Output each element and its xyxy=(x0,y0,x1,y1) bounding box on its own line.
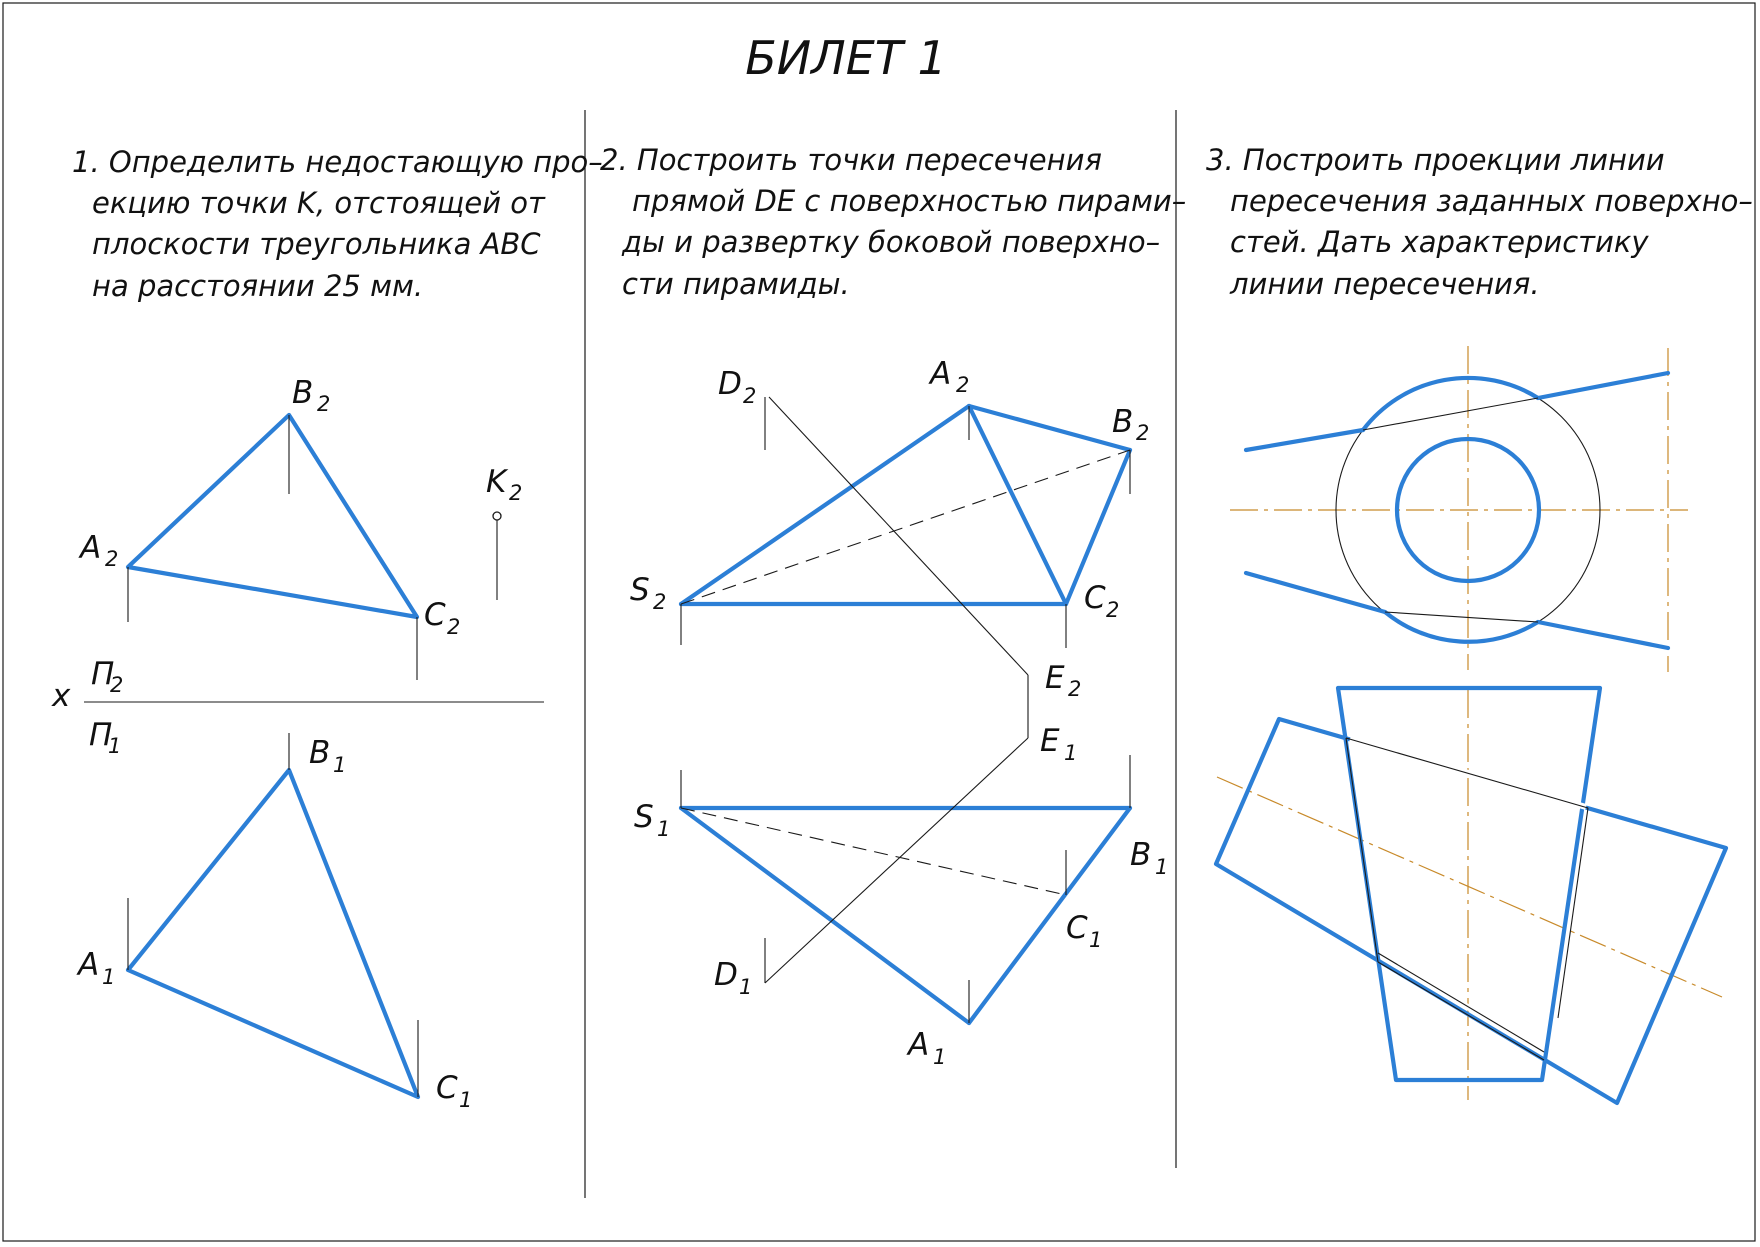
edge-a2-b2 xyxy=(969,406,1130,450)
prism-bottom-edge-left xyxy=(1246,573,1385,612)
sub-c2: 2 xyxy=(447,615,461,639)
line-d1-e1 xyxy=(765,738,1028,983)
ticket-title: БИЛЕТ 1 xyxy=(745,31,947,85)
label-s1: S xyxy=(634,799,654,835)
label-a1-pyr: A xyxy=(908,1027,930,1063)
task-1-line-4: на расстоянии 25 мм. xyxy=(92,269,424,303)
sub-k2: 2 xyxy=(509,481,523,505)
line-d2-e2 xyxy=(769,397,1028,675)
sub-b1: 1 xyxy=(333,753,347,777)
sub-s1: 1 xyxy=(657,817,671,841)
sub-d2: 2 xyxy=(743,384,757,408)
prism-bottom-inside-thin xyxy=(1378,953,1544,1052)
label-a2-pyr: A xyxy=(930,356,952,392)
label-pi2: П xyxy=(91,656,115,692)
label-d1: D xyxy=(714,957,738,993)
label-x-axis: x xyxy=(52,678,71,714)
sub-b2: 2 xyxy=(317,392,331,416)
task-1-line-1: 1. Определить недостающую про– xyxy=(72,145,603,179)
edge-s2-a2 xyxy=(681,406,969,604)
prism-axis-inclined xyxy=(1217,777,1722,997)
cone-inner-right xyxy=(1558,808,1588,1018)
label-e2: E xyxy=(1045,660,1065,696)
sub-b2-pyr: 2 xyxy=(1136,421,1150,445)
sub-c2-pyr: 2 xyxy=(1106,598,1120,622)
label-s2: S xyxy=(630,572,650,608)
sub-a2: 2 xyxy=(105,547,119,571)
task-3-line-4: линии пересечения. xyxy=(1230,267,1540,301)
sub-e2: 2 xyxy=(1068,677,1082,701)
prism-top-inside-thin xyxy=(1346,738,1588,808)
sub-pi2: 2 xyxy=(110,673,124,697)
task-2-line-3: ды и развертку боковой поверхно– xyxy=(622,225,1161,259)
task-2-text xyxy=(600,143,1186,301)
outer-circle-top-arc xyxy=(1363,378,1538,430)
edge-s2-b2-hidden xyxy=(681,450,1130,604)
label-b2: B xyxy=(292,375,314,411)
label-c1-pyr: C xyxy=(1066,910,1088,946)
prism-bottom-edge-right xyxy=(1538,622,1668,648)
label-b1-pyr: B xyxy=(1130,837,1152,873)
label-b2-pyr: B xyxy=(1112,404,1134,440)
sub-s2: 2 xyxy=(653,590,667,614)
label-d2: D xyxy=(718,366,742,402)
sub-c1: 1 xyxy=(459,1088,473,1112)
task-3-text xyxy=(1206,143,1753,301)
label-k2: K xyxy=(486,464,507,500)
task-2-line-1: 2. Построить точки пересечения xyxy=(600,143,1102,177)
sub-c1-pyr: 1 xyxy=(1089,928,1103,952)
sub-a2-pyr: 2 xyxy=(956,373,970,397)
sub-a1-pyr: 1 xyxy=(933,1045,947,1069)
sub-d1: 1 xyxy=(739,975,753,999)
cone-inner-left xyxy=(1346,738,1378,962)
label-c1: C xyxy=(436,1070,458,1106)
task-2-line-2: прямой DE с поверхностью пирами– xyxy=(632,184,1187,218)
triangle-abc-frontal xyxy=(128,415,417,617)
task-2-drawing xyxy=(630,356,1168,1069)
sub-pi1: 1 xyxy=(108,734,122,758)
task-3-line-3: стей. Дать характеристику xyxy=(1230,225,1649,259)
label-a2: A xyxy=(80,530,102,566)
label-b1: B xyxy=(309,735,331,771)
label-a1: A xyxy=(78,947,100,983)
prism-top-edge-right xyxy=(1538,373,1668,398)
point-k2 xyxy=(493,512,501,520)
edge-a2-c2 xyxy=(969,406,1066,604)
task-1-text xyxy=(72,145,603,303)
task-3-line-1: 3. Построить проекции линии xyxy=(1206,143,1665,177)
sub-e1: 1 xyxy=(1064,741,1078,765)
label-c2: C xyxy=(424,597,446,633)
label-c2-pyr: C xyxy=(1084,580,1106,616)
edge-a1-b1 xyxy=(969,808,1130,1023)
label-e1: E xyxy=(1040,723,1060,759)
sub-b1-pyr: 1 xyxy=(1155,855,1169,879)
task-2-line-4: сти пирамиды. xyxy=(622,267,850,301)
sub-a1: 1 xyxy=(102,965,116,989)
task-1-drawing xyxy=(51,375,544,1112)
triangle-abc-horizontal xyxy=(128,770,418,1097)
intersection-line-lower xyxy=(1378,962,1544,1060)
label-pi1: П xyxy=(89,717,113,753)
prism-bottom-edge-inside xyxy=(1385,612,1538,622)
task-3-drawing xyxy=(1216,346,1726,1103)
task-1-line-2: екцию точки K, отстоящей от xyxy=(92,186,545,220)
task-3-line-2: пересечения заданных поверхно– xyxy=(1230,184,1753,218)
prism-top-edge-left xyxy=(1246,430,1363,450)
task-1-line-3: плоскости треугольника ABC xyxy=(92,227,541,261)
